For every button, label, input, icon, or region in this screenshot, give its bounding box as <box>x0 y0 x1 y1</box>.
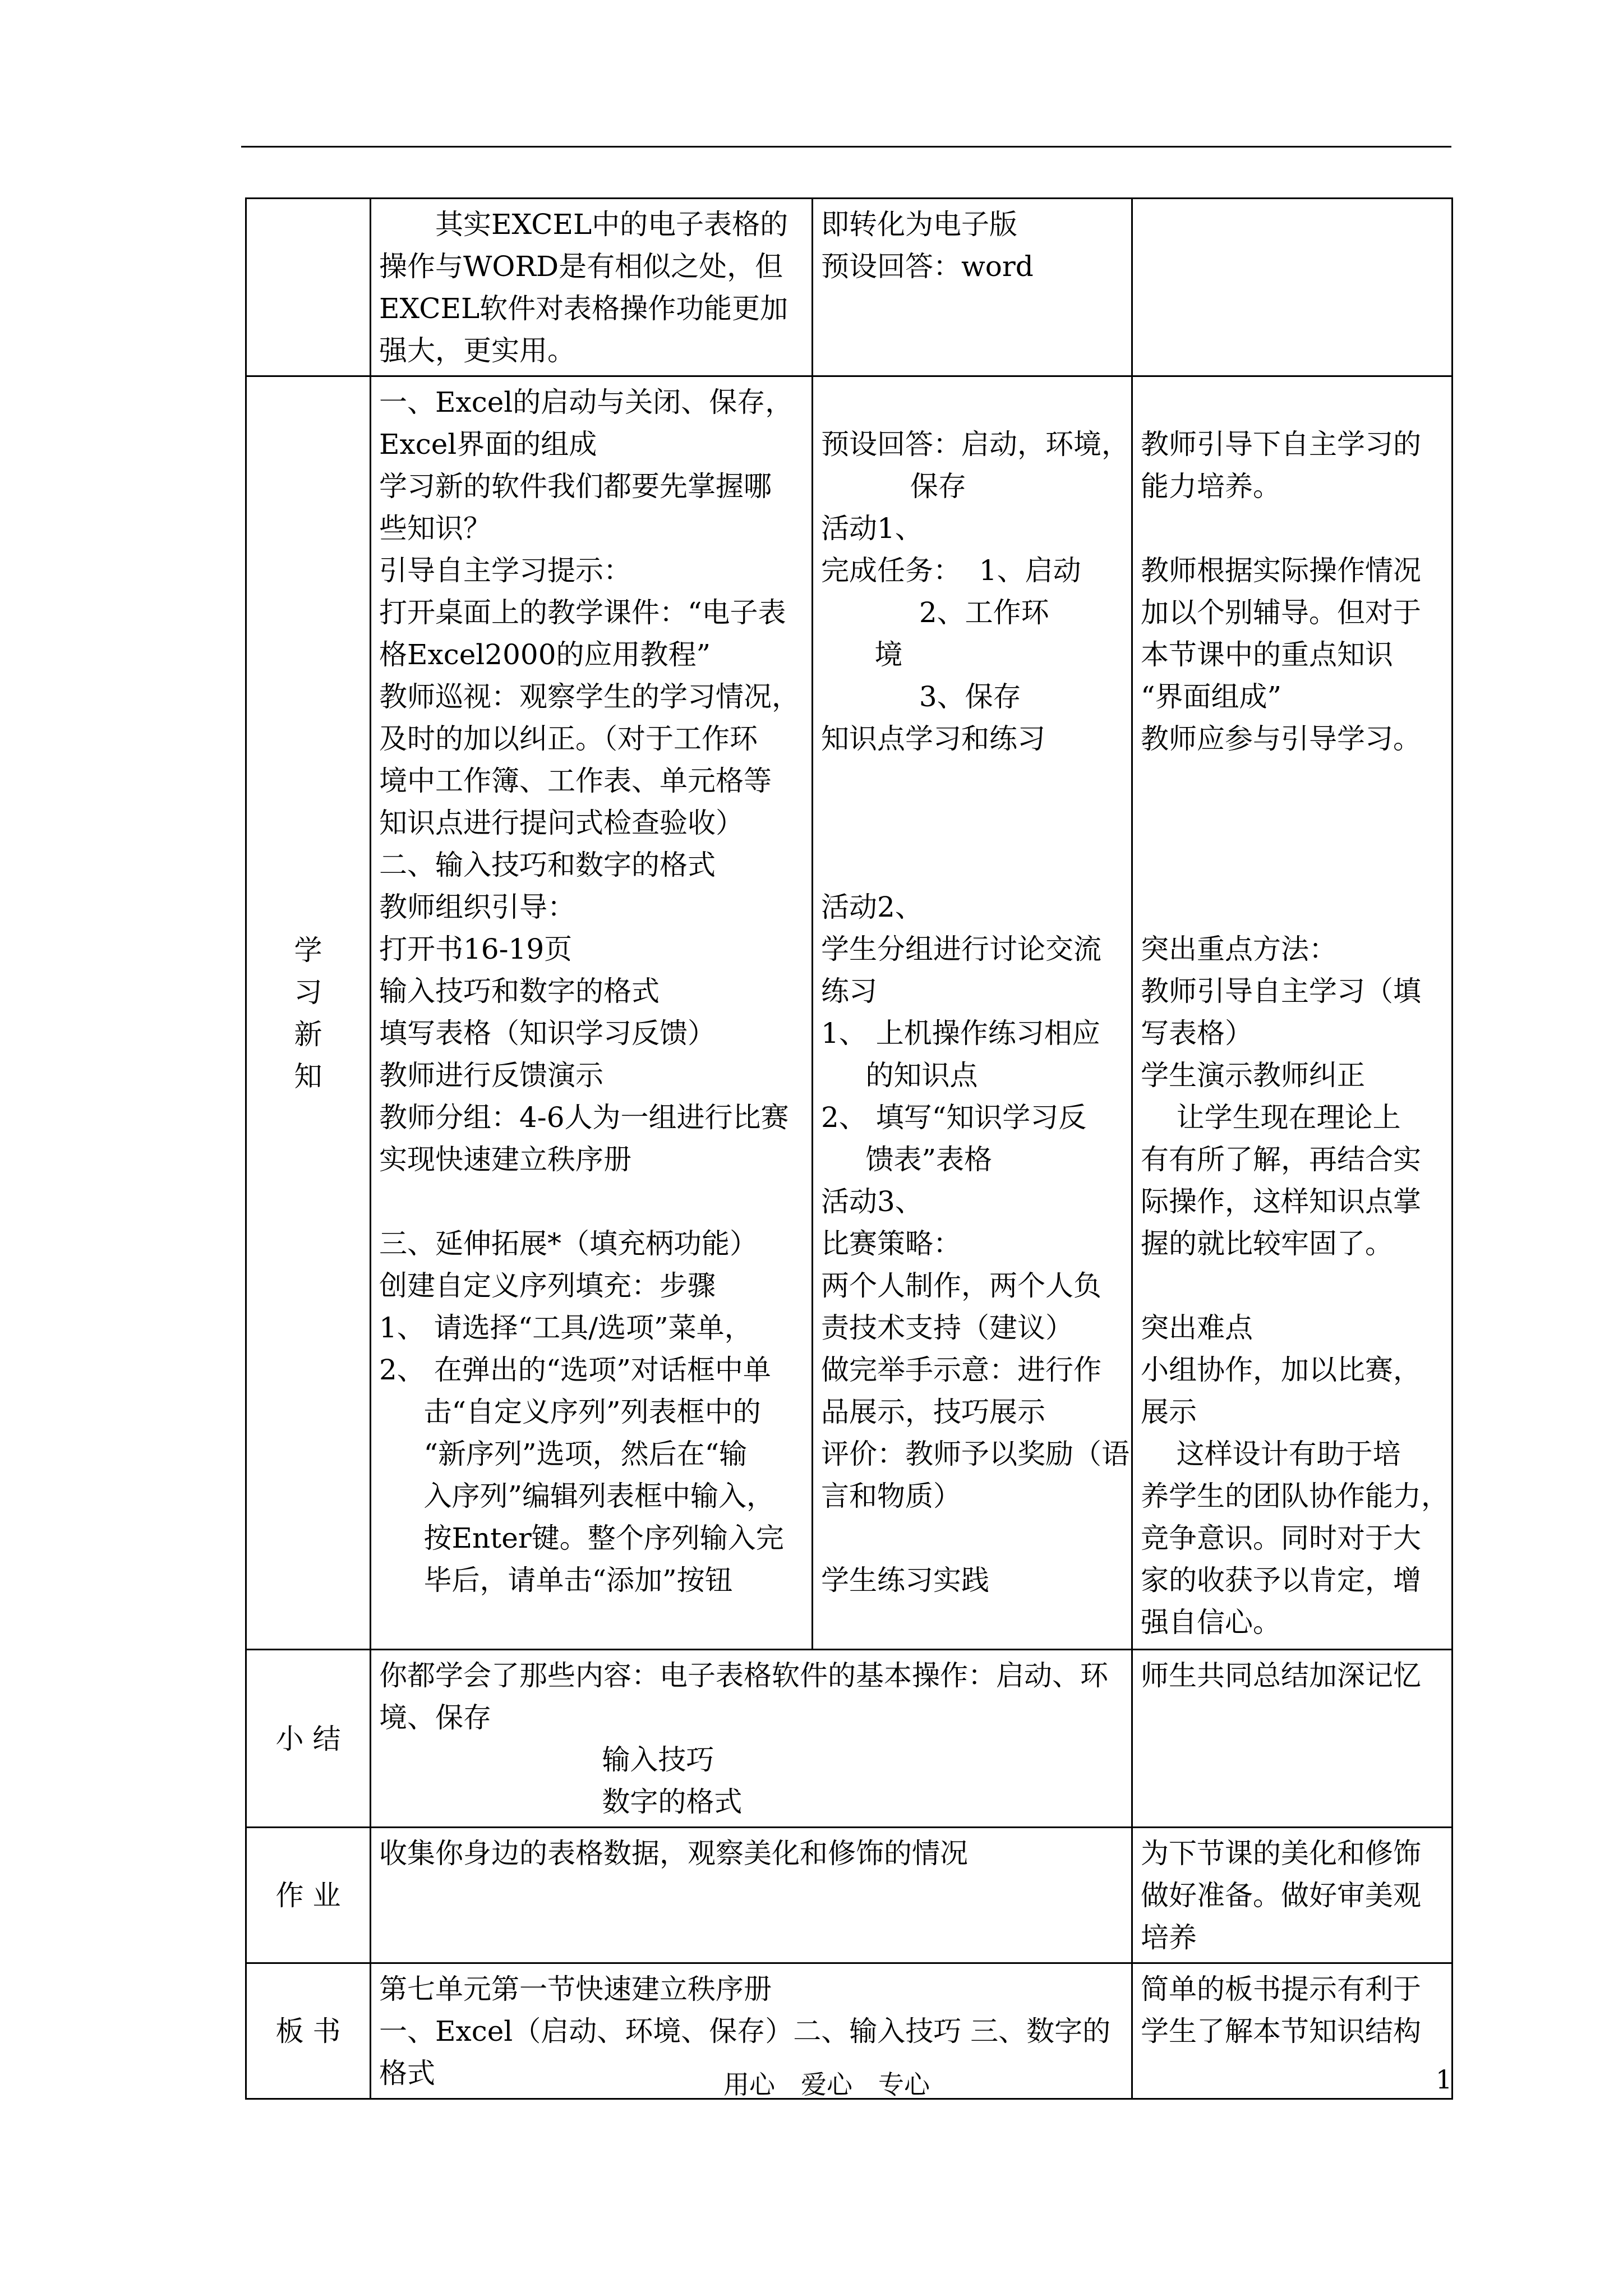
text-line: 学生练习实践 <box>821 1564 989 1596</box>
text-line: 做完举手示意：进行作 <box>821 1354 1101 1386</box>
text-line: 预设回答：启动，环境， <box>821 428 1129 461</box>
text-line: “界面组成” <box>1141 680 1282 713</box>
text-line: 这样设计有助于培 <box>1141 1438 1401 1470</box>
text-line: 比赛策略： <box>821 1227 961 1260</box>
row-label-char: 习 <box>294 976 322 1009</box>
row-label-char: 新 <box>294 1018 322 1051</box>
text-line <box>1141 886 1444 928</box>
text-line: 按Enter键。整个序列输入完 <box>379 1522 784 1554</box>
text-line <box>821 844 1123 886</box>
text-line <box>1141 802 1444 844</box>
text-line: 养学生的团队协作能力， <box>1141 1480 1449 1512</box>
text-line <box>821 1517 1123 1559</box>
footer-motto: 用心 爱心 专心 <box>723 2069 930 2100</box>
text-line <box>379 1181 804 1223</box>
text-line: 评价：教师予以奖励（语 <box>821 1438 1129 1470</box>
text-line: 做好准备。做好审美观 <box>1141 1879 1421 1912</box>
text-line <box>1141 844 1444 886</box>
text-line: 2、工作环 <box>821 596 1049 629</box>
text-line: 及时的加以纠正。（对于工作环 <box>379 723 758 755</box>
text-line <box>1141 508 1444 550</box>
row-label-board: 板 书 <box>246 1963 371 2099</box>
text-line: 有有所了解，再结合实 <box>1141 1143 1421 1176</box>
text-line: 完成任务： 1、启动 <box>821 554 1081 587</box>
text-line: 品展示，技巧展示 <box>821 1396 1045 1428</box>
text-line: 入序列”编辑列表框中输入， <box>379 1480 775 1512</box>
text-line: 强自信心。 <box>1141 1606 1281 1639</box>
table-row-intro <box>246 199 1453 376</box>
text-line <box>1141 381 1444 424</box>
text-line: 写表格） <box>1141 1017 1253 1050</box>
text-line <box>1141 1265 1444 1307</box>
row-label-homework: 作 业 <box>246 1828 371 1963</box>
intro-design-cell <box>1132 199 1453 376</box>
new-knowledge-student-cell <box>813 376 1132 1650</box>
text-line: 简单的板书提示有利于 <box>1141 1973 1421 2005</box>
text-line: 1、 请选择“工具/选项”菜单， <box>379 1312 753 1344</box>
table-row-homework <box>246 1828 1453 1963</box>
text-line: 加以个别辅导。但对于 <box>1141 596 1421 629</box>
homework-design-cell <box>1132 1828 1453 1963</box>
text-line: 实现快速建立秩序册 <box>379 1143 631 1176</box>
text-line: 二、输入技巧和数字的格式 <box>379 849 716 881</box>
text-line: 知识点学习和练习 <box>821 723 1045 755</box>
row-label-char: 学 <box>294 933 322 967</box>
text-line: 毕后，请单击“添加”按钮 <box>379 1564 733 1596</box>
text-line: 即转化为电子版 <box>821 208 1017 241</box>
text-line: 打开桌面上的教学课件：“电子表 <box>379 596 786 629</box>
text-line: 教师组织引导： <box>379 891 575 923</box>
text-line: 握的就比较牢固了。 <box>1141 1227 1393 1260</box>
text-line: 活动3、 <box>821 1185 923 1218</box>
text-line: 三、延伸拓展*（填充柄功能） <box>379 1227 758 1260</box>
text-line: 为下节课的美化和修饰 <box>1141 1837 1421 1870</box>
text-line: 格式 <box>379 2057 435 2090</box>
text-line: 学生了解本节知识结构 <box>1141 2015 1421 2047</box>
text-line: 创建自定义序列填充：步骤 <box>379 1269 716 1302</box>
new-knowledge-teacher-cell <box>371 376 813 1650</box>
text-line: 教师引导自主学习（填 <box>1141 975 1421 1007</box>
intro-student-cell <box>813 199 1132 376</box>
text-line: 教师根据实际操作情况 <box>1141 554 1421 587</box>
text-line: 学习新的软件我们都要先掌握哪 <box>379 470 772 503</box>
text-line: 教师巡视：观察学生的学习情况， <box>379 680 800 713</box>
summary-design-cell <box>1132 1650 1453 1828</box>
text-line: “新序列”选项，然后在“输 <box>379 1438 748 1470</box>
text-line <box>821 760 1123 802</box>
text-line: 责技术支持（建议） <box>821 1312 1073 1344</box>
text-line: 教师分组：4-6人为一组进行比赛 <box>379 1101 789 1134</box>
text-line: 格Excel2000的应用教程” <box>379 638 711 671</box>
text-line: 预设回答：word <box>821 250 1034 283</box>
text-line: 一、Excel的启动与关闭、保存， <box>379 386 794 418</box>
text-line: 的知识点 <box>821 1059 978 1092</box>
text-line: 学生分组进行讨论交流 <box>821 933 1101 965</box>
text-line: 输入技巧 <box>379 1743 714 1776</box>
text-line <box>1141 760 1444 802</box>
text-line: 小组协作，加以比赛， <box>1141 1354 1421 1386</box>
text-line: 击“自定义序列”列表框中的 <box>379 1396 761 1428</box>
lesson-plan-table <box>245 197 1453 2100</box>
text-line: 突出重点方法： <box>1141 933 1337 965</box>
row-label-summary: 小 结 <box>246 1650 371 1828</box>
text-line: 能力培养。 <box>1141 470 1281 503</box>
text-line: 第七单元第一节快速建立秩序册 <box>379 1973 772 2005</box>
text-line: 展示 <box>1141 1396 1197 1428</box>
text-line: 你都学会了那些内容：电子表格软件的基本操作：启动、环 <box>379 1659 1108 1692</box>
row-label-empty <box>246 199 371 376</box>
table-row-summary <box>246 1650 1453 1828</box>
text-line: 收集你身边的表格数据，观察美化和修饰的情况 <box>379 1837 968 1870</box>
text-line: 练习 <box>821 975 877 1007</box>
text-line <box>821 802 1123 844</box>
text-line: EXCEL软件对表格操作功能更加 <box>379 292 789 325</box>
text-line: 本节课中的重点知识 <box>1141 638 1393 671</box>
header-rule <box>241 146 1451 148</box>
text-line: 教师进行反馈演示 <box>379 1059 603 1092</box>
text-line: 师生共同总结加深记忆 <box>1141 1659 1421 1692</box>
text-line: 操作与WORD是有相似之处，但 <box>379 250 783 283</box>
homework-content-cell <box>371 1828 1132 1963</box>
row-label-char: 知 <box>294 1060 322 1093</box>
text-line: 保存 <box>821 470 966 503</box>
text-line: 些知识？ <box>379 512 491 545</box>
page-number: 1 <box>1436 2064 1453 2095</box>
summary-content-cell <box>371 1650 1132 1828</box>
text-line: 教师引导下自主学习的 <box>1141 428 1421 461</box>
text-line: 其实EXCEL中的电子表格的 <box>379 208 789 241</box>
table-row-new-knowledge <box>246 376 1453 1650</box>
text-line: 数字的格式 <box>379 1786 743 1818</box>
text-line: 馈表”表格 <box>821 1143 993 1176</box>
text-line: 2、 填写“知识学习反 <box>821 1101 1087 1134</box>
text-line: 打开书16-19页 <box>379 933 573 965</box>
text-line: 填写表格（知识学习反馈） <box>379 1017 716 1050</box>
text-line: 活动1、 <box>821 512 923 545</box>
board-design-cell <box>1132 1963 1453 2099</box>
text-line: 际操作，这样知识点掌 <box>1141 1185 1421 1218</box>
text-line: 境、保存 <box>379 1701 491 1734</box>
new-knowledge-design-cell <box>1132 376 1453 1650</box>
text-line: Excel界面的组成 <box>379 428 597 461</box>
text-line: 突出难点 <box>1141 1312 1253 1344</box>
text-line: 境 <box>821 638 903 671</box>
text-line: 2、 在弹出的“选项”对话框中单 <box>379 1354 771 1386</box>
intro-content-cell <box>371 199 813 376</box>
text-line: 言和物质） <box>821 1480 961 1512</box>
text-line: 1、 上机操作练习相应 <box>821 1017 1100 1050</box>
text-line: 让学生现在理论上 <box>1141 1101 1401 1134</box>
text-line: 境中工作簿、工作表、单元格等 <box>379 765 772 797</box>
text-line: 培养 <box>1141 1921 1197 1954</box>
text-line: 引导自主学习提示： <box>379 554 631 587</box>
row-label-new-knowledge <box>246 376 371 1650</box>
text-line: 两个人制作，两个人负 <box>821 1269 1101 1302</box>
text-line: 强大，更实用。 <box>379 334 575 367</box>
text-line: 竞争意识。同时对于大 <box>1141 1522 1421 1554</box>
text-line: 学生演示教师纠正 <box>1141 1059 1365 1092</box>
text-line: 输入技巧和数字的格式 <box>379 975 660 1007</box>
text-line <box>821 381 1123 424</box>
text-line: 活动2、 <box>821 891 923 923</box>
text-line: 3、保存 <box>821 680 1021 713</box>
text-line: 家的收获予以肯定，增 <box>1141 1564 1421 1596</box>
text-line: 知识点进行提问式检查验收） <box>379 807 744 839</box>
text-line: 一、Excel（启动、环境、保存）二、输入技巧 三、数字的 <box>379 2015 1111 2047</box>
text-line: 教师应参与引导学习。 <box>1141 723 1421 755</box>
